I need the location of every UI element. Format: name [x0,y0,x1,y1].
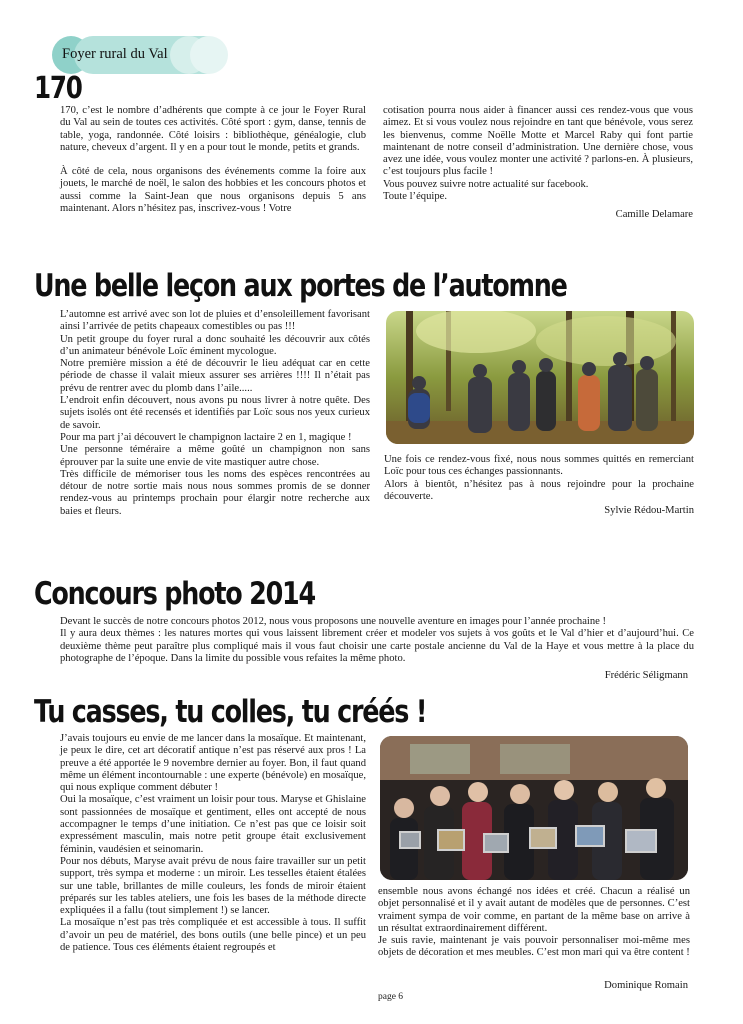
paragraph: Notre première mission a été de découvrir le lieu adéquat car en cette période de chasse il valait mieux assurer ses arrières !!!! Il n’était pas prévu de rentrer avec du plomb dans l’aile..... [60,358,370,394]
section4-left-column [60,733,366,954]
paragraph: L’endroit enfin découvert, nous avons pu nous livrer à notre quête. Des sujets isolés ont été recensés et identifiés par Loïc sous nos yeux curieux de savoir. [60,395,370,431]
mosaic-workshop-group-photo [380,736,688,880]
mosaic-photo-illustration [380,736,688,880]
paragraph: Oui la mosaïque, c’est vraiment un loisir pour tous. Maryse et Ghislaine sont passionnées de mosaïque et gentiment, elles ont accepté de nous accompagner le temps d’une initiation. Ce n’est pas que ce loisir soit expressément masculin, mais notre petit groupe était exclusivement féminin, vaudésien et seinomarin. [60,794,366,855]
paragraph: ensemble nous avons échangé nos idées et créé. Chacun a réalisé un objet personnalisé et il y avait autant de modèles que de personnes. C’est vraiment sympa de voir comme, en partant de la même base on arrive à un résultat extraordinairement différent. [378,886,690,934]
section3-text [60,616,694,665]
paragraph: Devant le succès de notre concours photos 2012, nous vous proposons une nouvelle aventure en images pour l’année prochaine ! [60,616,607,627]
paragraph: La mosaïque n’est pas très compliquée et est accessible à tous. Il suffit d’avoir un peu de matériel, des bons outils (une belle pince) et un peu de patience. Tous ces éléments étaient regroupés et [60,917,366,954]
paragraph: Pour ma part j’ai découvert le champignon lactaire 2 en 1, magique ! [60,431,352,443]
paragraph: Je suis ravie, maintenant je vais pouvoir personnaliser moi-même mes objets de décoration et mes meubles. C’est mon mari qui va être content ! [378,935,690,959]
forest-mushroom-group-photo [386,311,694,444]
signature: Sylvie Rédou-Martin [604,505,694,516]
section-title-automne: Une belle leçon aux portes de l’automne [34,268,567,304]
section1-right-column [383,105,693,203]
paragraph: Une fois ce rendez-vous fixé, nous nous sommes quittés en remerciant Loïc pour tous ces échanges passionnants. [384,454,694,478]
paragraph: Toute l’équipe. [383,191,447,203]
paragraph: Un petit groupe du foyer rural a donc souhaité les découvrir aux côtés d’un animateur bénévole Loïc éminent mycologue. [60,333,370,357]
paragraph: Vous pouvez suivre notre actualité sur facebook. [383,178,589,190]
paragraph: À côté de cela, nous organisons des événements comme la foire aux jouets, le marché de noël, le salon des hobbies et les concours photos et aussi comme la Saint-Jean que nous organisons depuis 5 ans maintenant. Alors n’hésitez pas, inscrivez-vous ! Votre [60,166,366,215]
section-title-concours: Concours photo 2014 [34,576,315,612]
paragraph: Une personne téméraire a même goûté un champignon non sans éprouver par la suite une envie de vite mastiquer autre chose. [60,444,370,468]
paragraph: 170, c’est le nombre d’adhérents que compte à ce jour le Foyer Rural du Val au sein de toutes ces activités. Côté sport : gym, danse, tennis de table, yoga, randonnée. Côté loisirs : bibliothèque, généalogie, club nature, cheveux d’argent. Il y en a pour tout le monde, petits et grands. [60,105,366,153]
paragraph: cotisation pourra nous aider à financer aussi ces rendez-vous que vous aimez. Et si vous voulez nous rejoindre en tant que bénévole, vous serez les bienvenus, comme Noëlle Motte et Marcel Raby qui font partie maintenant de notre conseil d’administration. Une dernière chose, vous avez une idée, vous voulez monter une activité ? parlons-en. À plusieurs, c’est toujours plus facile ! [383,105,693,178]
page-number: page 6 [378,992,404,1002]
section2-right-column [384,454,694,503]
section1-left-column [60,105,366,215]
paragraph: Pour nos débuts, Maryse avait prévu de nous faire travailler sur un petit support, très sympa et moderne : un miroir. Les tesselles étaient étalées sur une table, brillantes de mille couleurs, les fonds de miroir étaient préparés sur les tables ateliers, une fois les bases de la méthode directe expliquées il a fallu (tout simplement !) se lancer. [60,855,366,917]
paragraph: L’automne est arrivé avec son lot de pluies et d’ensoleillement favorisant ainsi l’arrivée de petits chapeaux comestibles ou pas !!! [60,309,370,333]
signature: Dominique Romain [604,980,688,991]
paragraph: Très difficile de mémoriser tous les noms des espèces rencontrées au détour de notre sortie mais nous nous sommes promis de se donner rendez-vous au printemps prochain pour élargir notre recherche aux baies et fleurs. [60,468,370,517]
signature: Frédéric Séligmann [604,670,688,681]
section4-right-column [378,886,690,960]
signature: Camille Delamare [615,209,693,220]
forest-photo-illustration [386,311,694,444]
section-title-170: 170 [34,71,82,106]
header-bubble [190,36,228,74]
section2-left-column [60,309,370,518]
paragraph: Il y aura deux thèmes : les natures mortes qui vous laissent librement créer et modeler vos sujets à vos goûts et le Val d’hier et d’aujourd’hui. Ce deuxième thème peut paraître plus compliqué mais il vous faut choisir une carte postale ancienne du Val de la Haye et vous mettre à la place du photographe de l’époque. Dans la limite du possible vous refaites la même photo. [60,628,694,664]
newsletter-header-label: Foyer rural du Val [62,46,168,62]
section-title-mosaique: Tu casses, tu colles, tu créés ! [34,694,427,730]
paragraph: Alors à bientôt, n’hésitez pas à nous rejoindre pour la prochaine découverte. [384,478,694,502]
paragraph: J’avais toujours eu envie de me lancer dans la mosaïque. Et maintenant, je peux le dire, cet art décoratif antique n’est pas réservé aux pros ! La preuve a été apportée le 9 novembre dernier au foyer. Bon, il faut quand même un élément incontournable : une experte (bénévole) en mosaïque, qui nous explique comment débuter ! [60,733,366,794]
